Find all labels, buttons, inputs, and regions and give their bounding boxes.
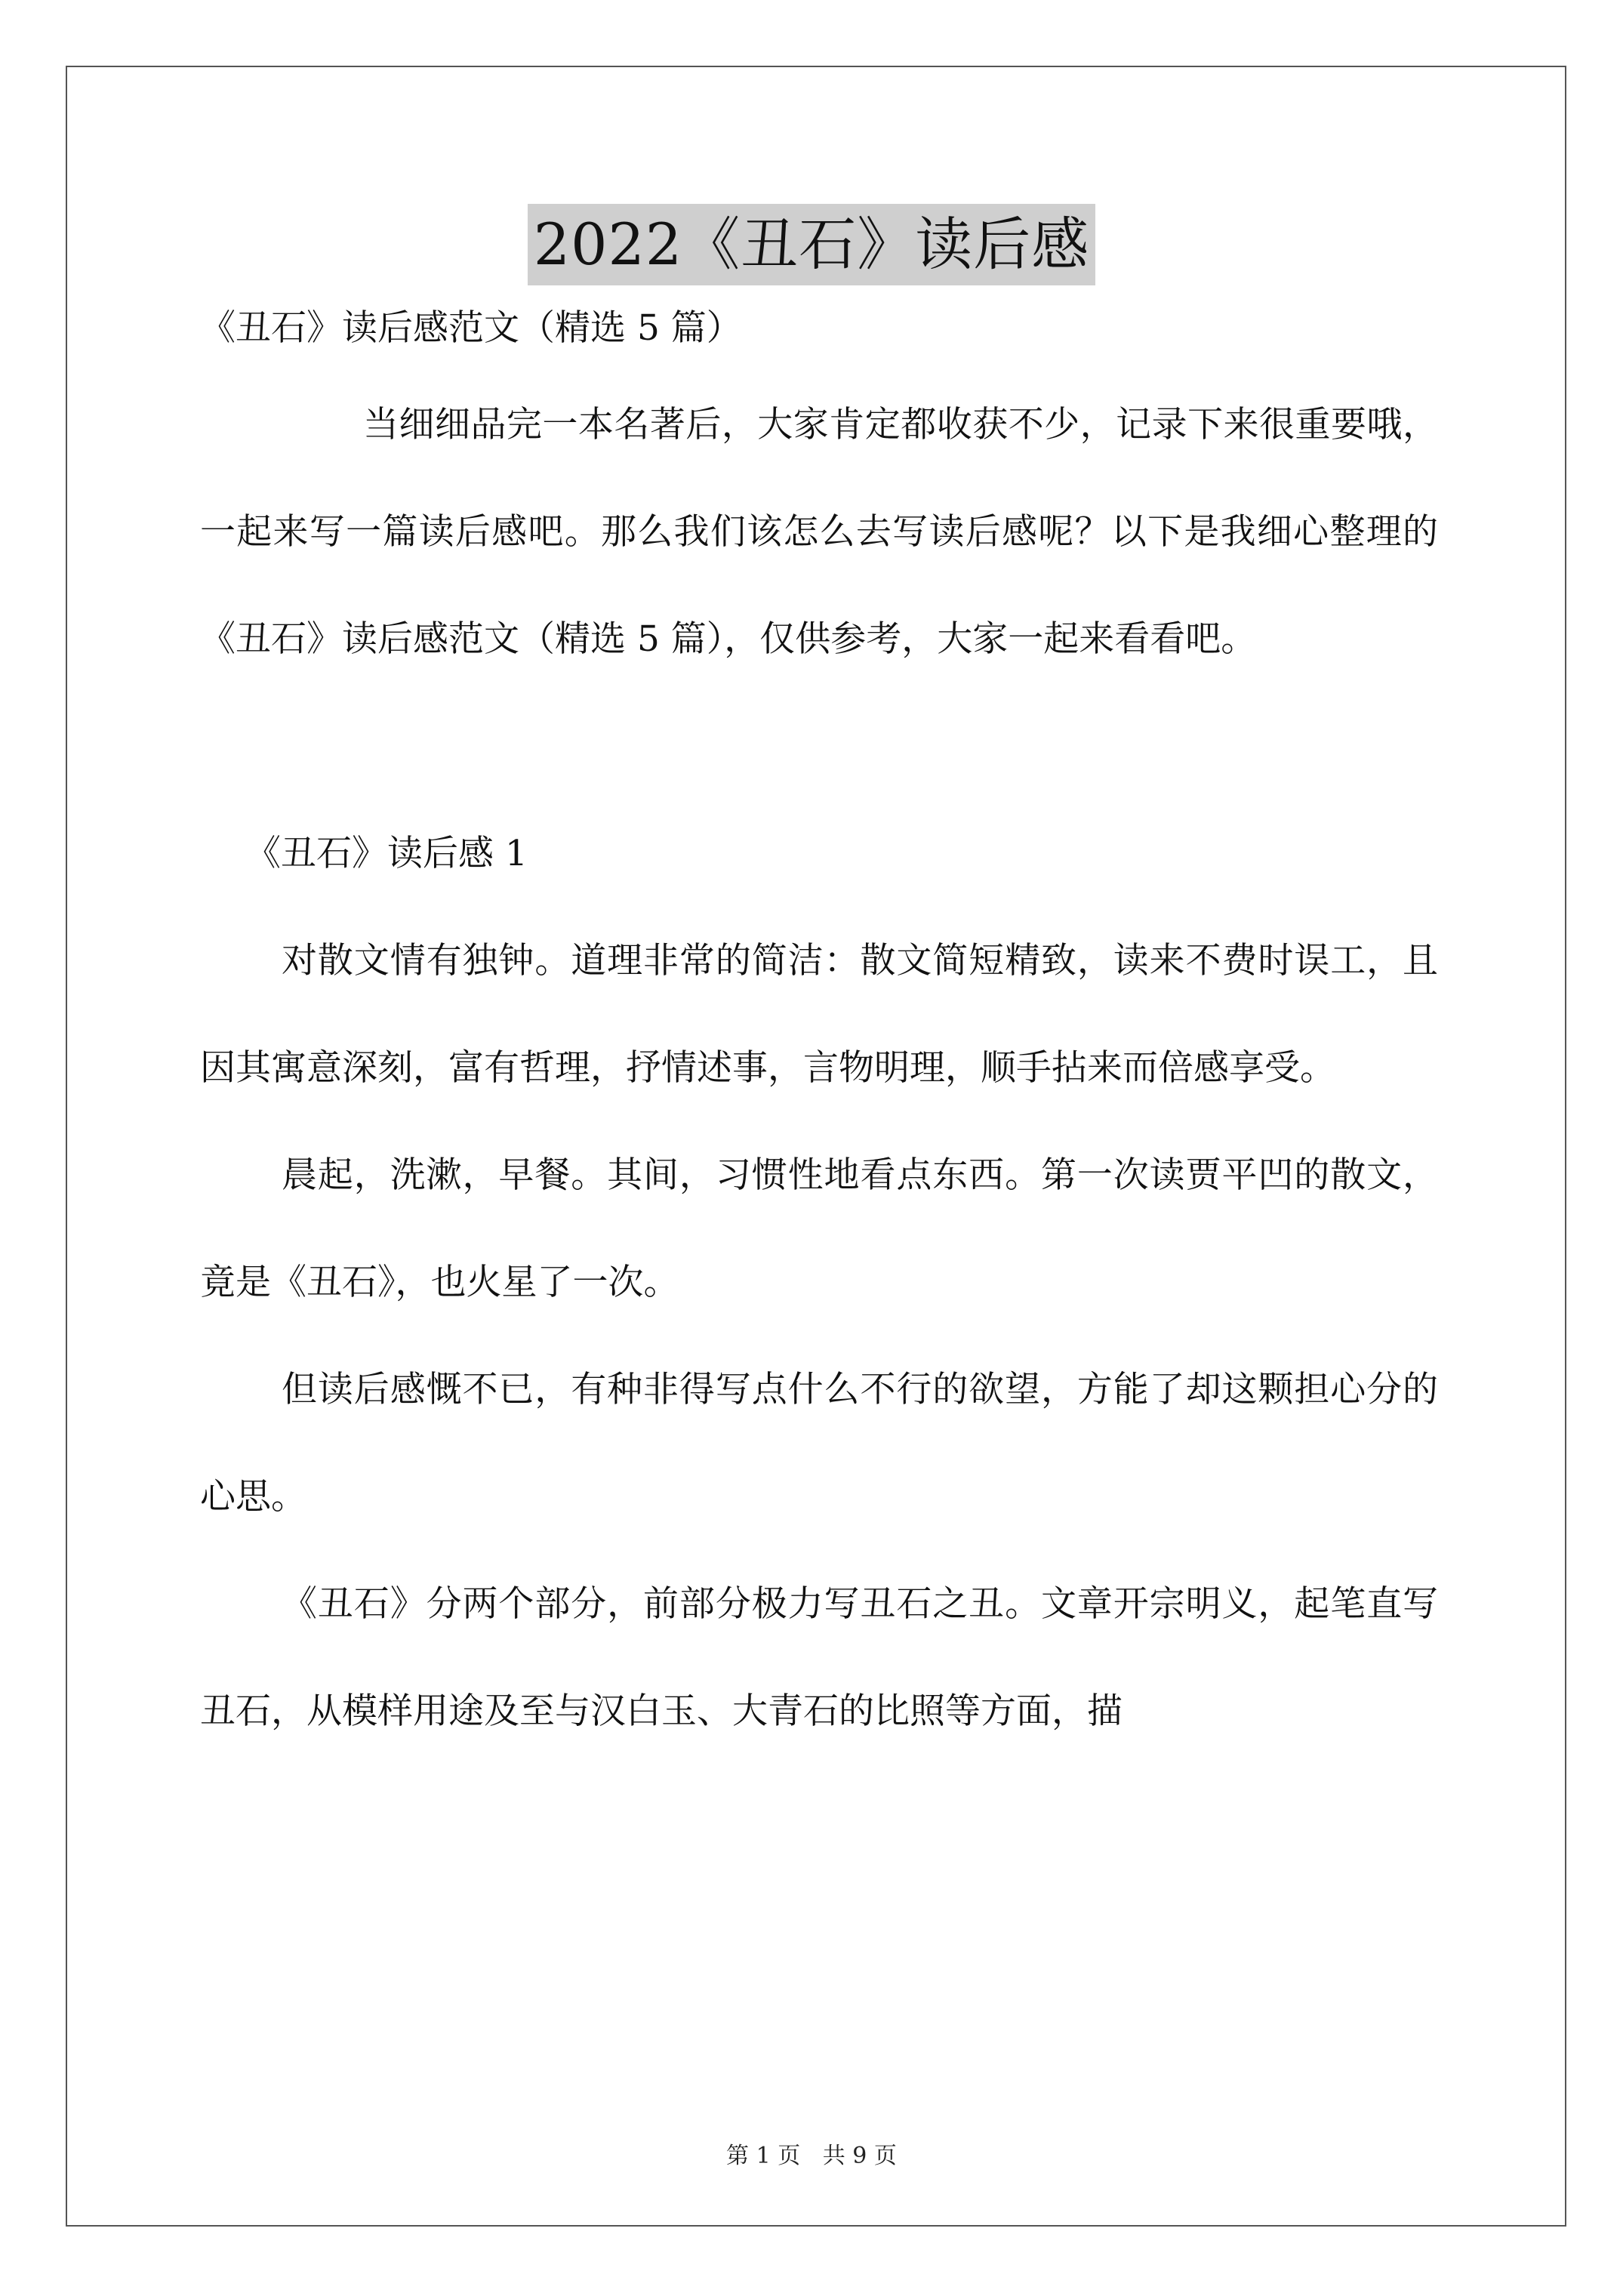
body-paragraph-3: 但读后感慨不已，有种非得写点什么不行的欲望，方能了却这颗担心分的心思。 xyxy=(200,1369,1438,1518)
page-footer xyxy=(0,2137,1623,2170)
intro-paragraph: 当细细品完一本名著后，大家肯定都收获不少，记录下来很重要哦，一起来写一篇读后感吧。那么我们该怎么去写读后感呢？以下是我细心整理的《丑石》读后感范文（精选 5 篇），仅供参考，大家一起来看看吧。 xyxy=(200,404,1438,660)
page-number: 第 1 页 xyxy=(726,2143,801,2169)
section-gap xyxy=(200,693,1438,800)
document-body xyxy=(200,302,1438,1765)
body-paragraph-1: 对散文情有独钟。道理非常的简洁：散文简短精致，读来不费时误工，且因其寓意深刻，富有哲理，抒情述事，言物明理，顺手拈来而倍感享受。 xyxy=(200,940,1438,1089)
document-title: 2022《丑石》读后感 xyxy=(528,204,1095,285)
body-paragraph-2: 晨起，洗漱，早餐。其间，习惯性地看点东西。第一次读贾平凹的散文，竟是《丑石》，也火星了一次。 xyxy=(200,1154,1438,1303)
title-container xyxy=(0,204,1623,285)
document-subtitle: 《丑石》读后感范文（精选 5 篇） xyxy=(200,307,742,349)
page-total: 共 9 页 xyxy=(822,2143,897,2169)
section-title: 《丑石》读后感 1 xyxy=(245,833,528,874)
body-paragraph-4: 《丑石》分两个部分，前部分极力写丑石之丑。文章开宗明义，起笔直写丑石，从模样用途及至与汉白玉、大青石的比照等方面，描 xyxy=(200,1583,1438,1732)
